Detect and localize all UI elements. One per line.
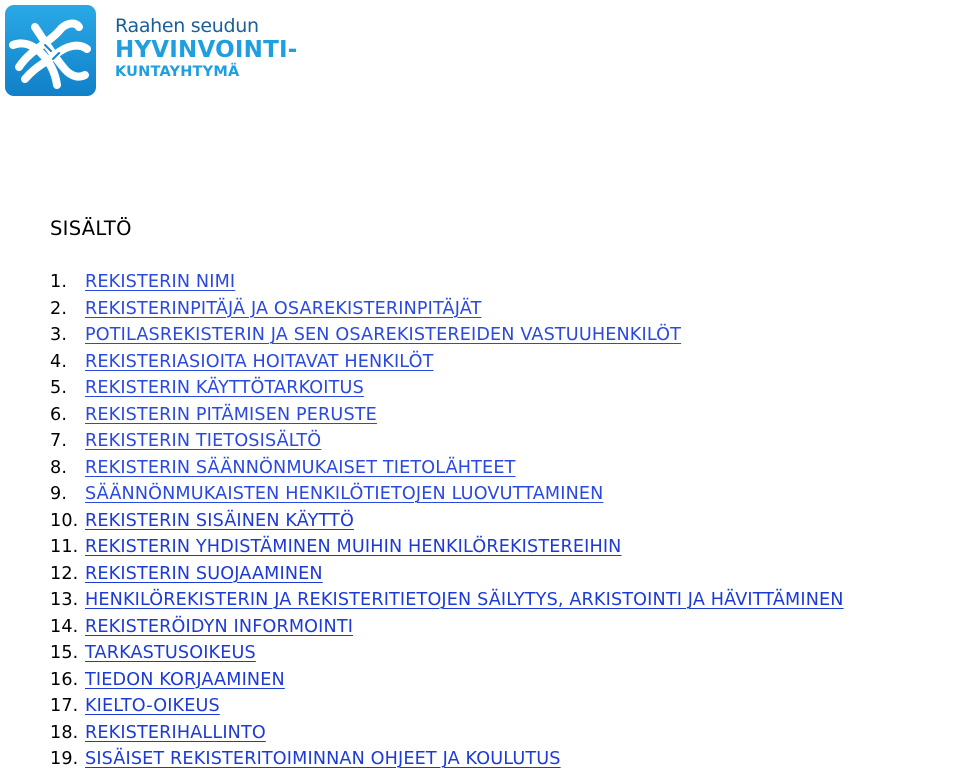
toc-item-link[interactable]: SÄÄNNÖNMUKAISTEN HENKILÖTIETOJEN LUOVUTTAMINEN — [85, 484, 604, 504]
toc-item-number: 4. — [50, 351, 68, 372]
toc-item-link[interactable]: SISÄISET REKISTERITOIMINNAN OHJEET JA KOULUTUS — [85, 749, 561, 769]
toc-item — [50, 455, 844, 482]
toc-item-number: 12. — [50, 563, 79, 584]
toc-item-number: 2. — [50, 298, 68, 319]
logo-org-name: HYVINVOINTI- — [115, 37, 298, 63]
toc-item — [50, 667, 844, 694]
logo-text — [115, 17, 297, 80]
toc-item-number: 19. — [50, 749, 79, 769]
toc-item — [50, 269, 844, 296]
toc-title: SISÄLTÖ — [50, 217, 132, 240]
toc-item-link[interactable]: REKISTERIN SUOJAAMINEN — [85, 563, 323, 584]
toc-item-link[interactable]: KIELTO-OIKEUS — [85, 696, 220, 716]
toc-item — [50, 561, 844, 588]
toc-item-link[interactable]: TARKASTUSOIKEUS — [85, 643, 256, 663]
toc-item-link[interactable]: HENKILÖREKISTERIN JA REKISTERITIETOJEN SÄILYTYS, ARKISTOINTI JA HÄVITTÄMINEN — [85, 590, 844, 610]
toc-item-link[interactable]: REKISTERIN SÄÄNNÖNMUKAISET TIETOLÄHTEET — [85, 457, 516, 478]
toc-item-number: 10. — [50, 510, 79, 531]
toc-item — [50, 375, 844, 402]
toc-item-number: 14. — [50, 616, 79, 637]
toc-item — [50, 587, 844, 614]
toc-item-number: 5. — [50, 378, 68, 398]
toc-item-link[interactable]: REKISTERIN KÄYTTÖTARKOITUS — [85, 378, 364, 398]
toc-item-link[interactable]: REKISTERIN PITÄMISEN PERUSTE — [85, 404, 377, 425]
toc-item-number: 1. — [50, 272, 68, 292]
organization-logo — [5, 5, 315, 97]
toc-item-link[interactable]: TIEDON KORJAAMINEN — [85, 669, 285, 690]
toc-item — [50, 508, 844, 535]
toc-item-link[interactable]: POTILASREKISTERIN JA SEN OSAREKISTEREIDEN VASTUUHENKILÖT — [85, 325, 682, 345]
toc-item — [50, 640, 844, 667]
toc-item-number: 7. — [50, 431, 68, 451]
toc-item-number: 18. — [50, 722, 79, 743]
toc-item-link[interactable]: REKISTERIN TIETOSISÄLTÖ — [85, 431, 322, 451]
toc-item-number: 11. — [50, 537, 79, 557]
table-of-contents — [50, 269, 844, 773]
toc-item-number: 9. — [50, 484, 68, 504]
toc-item-number: 15. — [50, 643, 79, 663]
toc-item — [50, 534, 844, 561]
toc-item — [50, 402, 844, 429]
toc-item — [50, 481, 844, 508]
toc-item-link[interactable]: REKISTERÖIDYN INFORMOINTI — [85, 616, 354, 637]
toc-item — [50, 720, 844, 747]
toc-item-link[interactable]: REKISTERIN SISÄINEN KÄYTTÖ — [85, 510, 354, 531]
toc-item-number: 8. — [50, 457, 68, 478]
toc-item-link[interactable]: REKISTERIN YHDISTÄMINEN MUIHIN HENKILÖREKISTEREIHIN — [85, 537, 622, 557]
toc-item — [50, 746, 844, 773]
logo-org-type: KUNTAYHTYMÄ — [115, 64, 240, 80]
toc-item — [50, 349, 844, 376]
toc-item-number: 6. — [50, 404, 68, 425]
logo-region-name: Raahen seudun — [115, 15, 259, 37]
knot-logo-icon — [5, 5, 96, 96]
toc-item-number: 13. — [50, 590, 79, 610]
toc-item — [50, 428, 844, 455]
toc-item — [50, 614, 844, 641]
toc-item-link[interactable]: REKISTERINPITÄJÄ JA OSAREKISTERINPITÄJÄT — [85, 298, 482, 319]
toc-item-link[interactable]: REKISTERIN NIMI — [85, 272, 236, 292]
toc-item — [50, 322, 844, 349]
toc-item-number: 16. — [50, 669, 79, 690]
toc-item — [50, 296, 844, 323]
toc-item-number: 3. — [50, 325, 68, 345]
toc-item-number: 17. — [50, 696, 79, 716]
toc-item — [50, 693, 844, 720]
toc-item-link[interactable]: REKISTERIASIOITA HOITAVAT HENKILÖT — [85, 351, 434, 372]
toc-item-link[interactable]: REKISTERIHALLINTO — [85, 722, 266, 743]
